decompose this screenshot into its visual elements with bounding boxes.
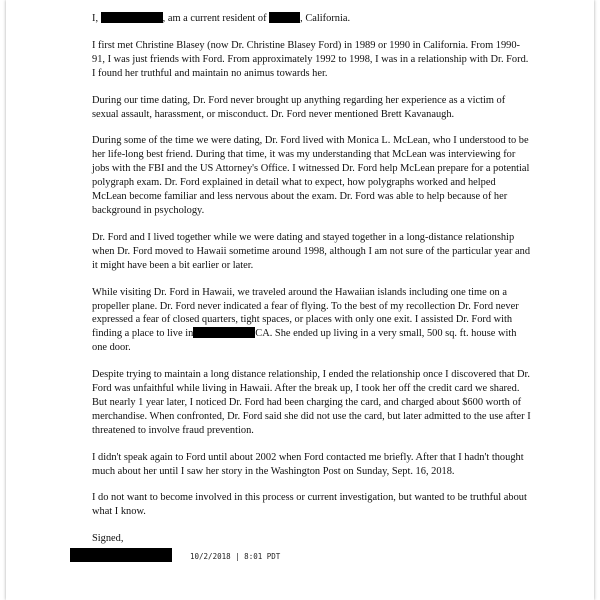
paragraph-polygraph: During some of the time we were dating, Dr. Ford lived with Monica L. McLean, who I understood to be her life-long best friend. During that time, it was my understanding that McLean was interviewing for jobs with the FBI and the US Attorney's Office. I witnessed Dr. Ford help McLean prepare for a potential polygraph exam. Dr. Ford explained in detail what to expect, how polygraphs worked and helped McLean become familiar and less nervous about the exam. Dr. Ford was able to help because of her background in psychology. <box>92 135 530 216</box>
paragraph-dating: During our time dating, Dr. Ford never brought up anything regarding her experience as a victim of sexual assault, harassment, or misconduct. Dr. Ford never mentioned Brett Kavanaugh. <box>92 94 506 120</box>
hawaii-text-before: While visiting Dr. Ford in Hawaii, we traveled around the Hawaiian islands including one time on a propeller plane. Dr. Ford never indicated a fear of flying. To the best of my recollection Dr. Ford never expressed a fear of closed quarters, tight spaces, or places with only one exit. I assisted Dr. Ford with finding a place to live in <box>92 286 519 340</box>
timestamp: 10/2/2018 | 8:01 PDT <box>190 552 281 562</box>
intro-middle: , am a current resident of <box>162 13 267 24</box>
redacted-location <box>193 327 255 338</box>
signature-row <box>92 548 532 562</box>
signed-label: Signed, <box>92 533 124 545</box>
paragraph-2002: I didn't speak again to Ford until about 2002 when Ford contacted me briefly. After that I hadn't thought much about her until I saw her story in the Washington Post on Sunday, Sept. 16, 2018. <box>92 451 524 477</box>
intro-suffix: , California. <box>300 13 351 24</box>
intro-prefix: I, <box>92 13 99 24</box>
redacted-signature <box>70 548 172 562</box>
paragraph-closing: I do not want to become involved in this process or current investigation, but wanted to be truthful about what I know. <box>92 492 527 518</box>
paragraph-breakup: Despite trying to maintain a long distance relationship, I ended the relationship once I discovered that Dr. Ford was unfaithful while living in Hawaii. After the break up, I took her off the credit card we shared. But nearly 1 year later, I noticed Dr. Ford had been charging the card, and charged about $600 worth of merchandise. When confronted, Dr. Ford said she did not use the card, but later admitted to the use after I threatened to involve fraud prevention. <box>92 369 531 436</box>
paragraph-first-met: I first met Christine Blasey (now Dr. Christine Blasey Ford) in 1989 or 1990 in California. From 1990-91, I was just friends with Ford. From approximately 1992 to 1998, I was in a relationship with Dr. Ford. I found her truthful and maintain no animus towards her. <box>92 39 529 79</box>
hawaii-text-after: CA. She ended up living in a very small, 500 sq. ft. house with one door. <box>92 328 517 354</box>
paragraph-long-distance: Dr. Ford and I lived together while we were dating and stayed together in a long-distance relationship when Dr. Ford moved to Hawaii sometime around 1998, although I am not sure of the particular year and it might have been a bit earlier or later. <box>92 231 531 271</box>
intro-line <box>92 12 532 26</box>
letter-body <box>92 12 532 562</box>
document-page <box>6 0 594 600</box>
redacted-city <box>269 12 300 23</box>
redacted-name <box>101 12 163 23</box>
paragraph-hawaii <box>92 286 532 356</box>
